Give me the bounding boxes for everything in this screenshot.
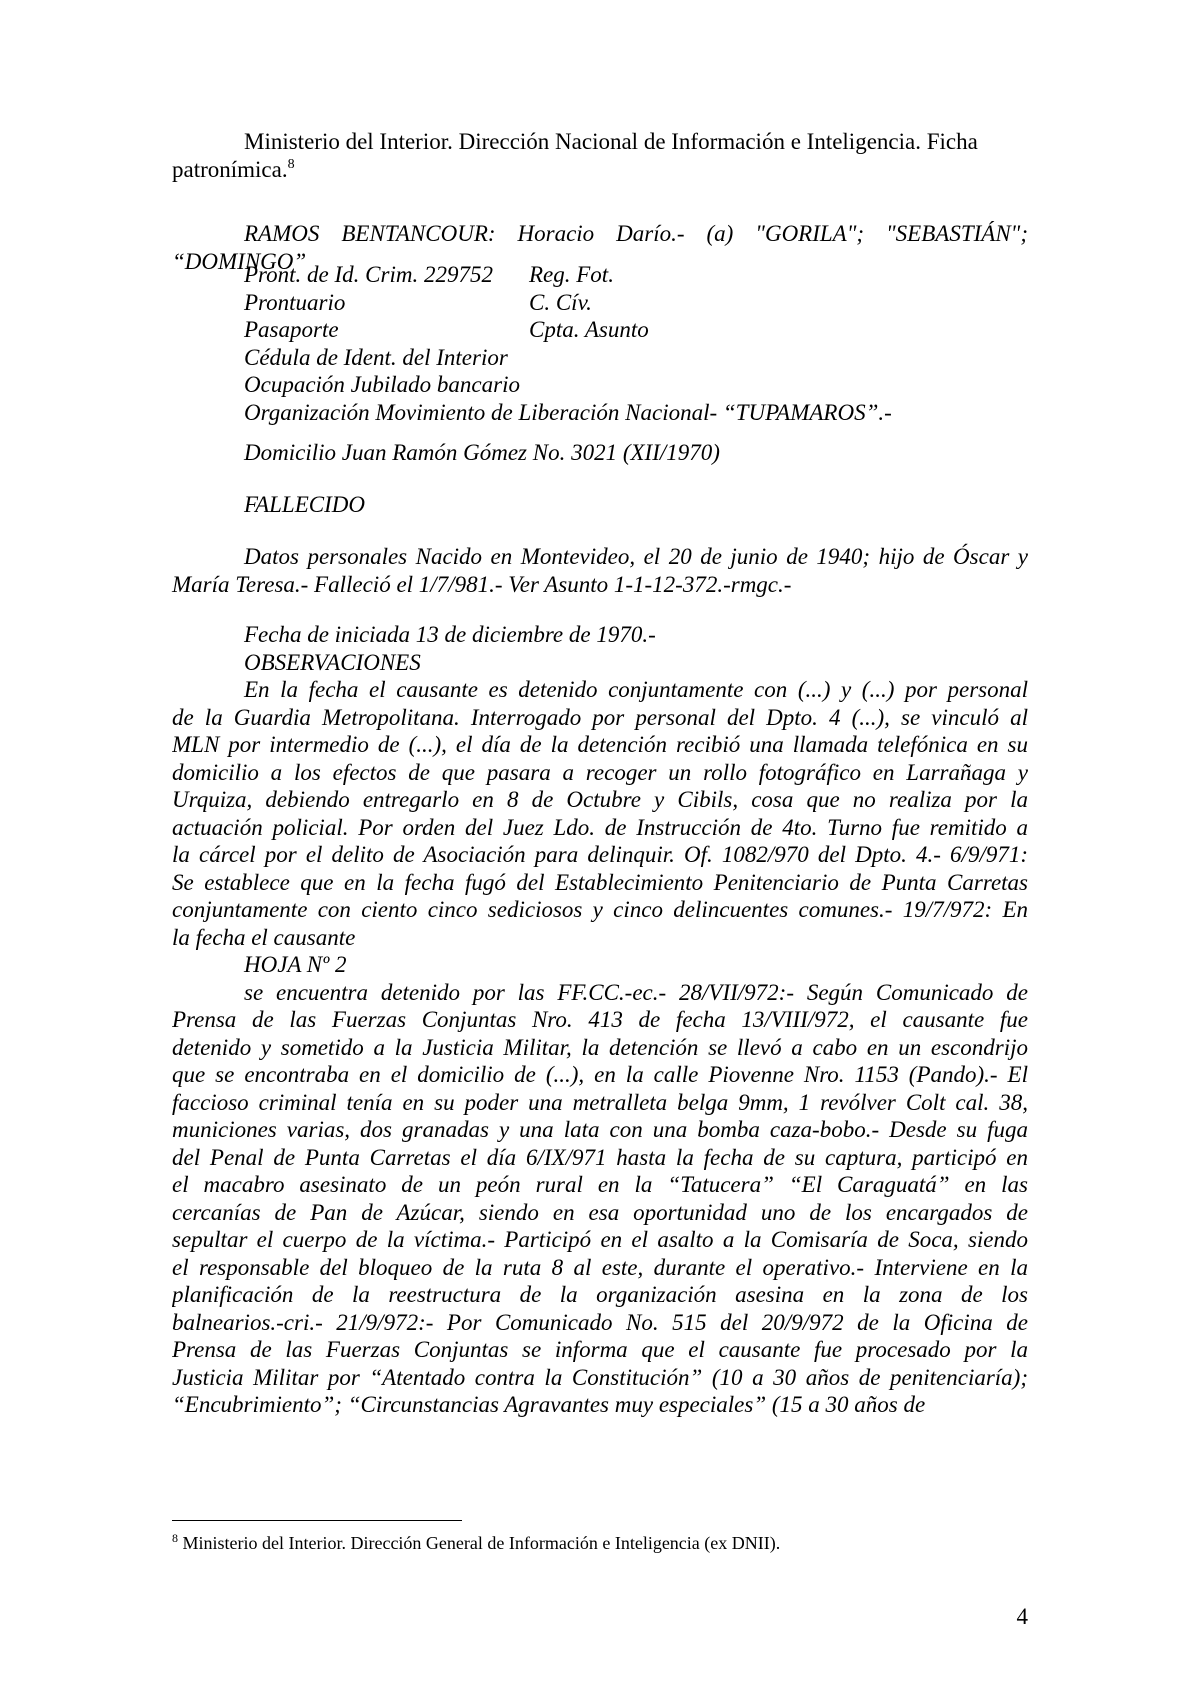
text-line: del Penal de Punta Carretas el día 6/IX/971 hasta la fecha de su captura, participó en [172, 1144, 1028, 1170]
footnote-number: 8 [172, 1531, 178, 1545]
text-line: cercanías de Pan de Azúcar, siendo en esa oportunidad uno de los encargados de [172, 1199, 1028, 1225]
header-line-2-text: patronímica. [172, 156, 288, 182]
fecha-iniciada: Fecha de iniciada 13 de diciembre de 1970.- [244, 622, 656, 647]
field-right-value: Reg. Fot. [529, 262, 614, 287]
observaciones-heading: OBSERVACIONES [244, 649, 421, 675]
text-line: Prensa de las Fuerzas Conjuntas Nro. 413 de fecha 13/VIII/972, el causante fue [172, 1007, 1028, 1032]
datos-line-2: María Teresa.- Falleció el 1/7/981.- Ver Asunto 1-1-12-372.-rmgc.- [172, 571, 792, 597]
page-number: 4 [1016, 1604, 1028, 1629]
record-observaciones [172, 621, 1028, 1419]
text-line: Justicia Militar por “Atentado contra la Constitución” (10 a 30 años de penitenciaría); [172, 1364, 1028, 1390]
text-line: faccioso criminal tenía en su poder una metralleta belga 9mm, 1 revólver Colt cal. 38, [172, 1089, 1028, 1115]
text-line: la fecha el causante [172, 924, 356, 950]
text-line: actuación policial. Por orden del Juez Ldo. de Instrucción de 4to. Turno fue remitido a [172, 814, 1028, 840]
field-row [172, 316, 1028, 344]
footnote-reference: 8 [287, 156, 295, 172]
text-line: “Encubrimiento”; “Circunstancias Agravantes muy especiales” (15 a 30 años de [172, 1392, 926, 1417]
text-line: se encuentra detenido por las FF.CC.-ec.- 28/VII/972:- Según Comunicado de [244, 979, 1028, 1005]
field-label: Cédula de Ident. del Interior [244, 344, 508, 370]
text-line: Prensa de las Fuerzas Conjuntas se informa que el causante fue procesado por la [172, 1337, 1028, 1362]
hoja-label: HOJA Nº 2 [244, 952, 347, 977]
text-line: Urquiza, debiendo entregarlo en 8 de Octubre y Cibils, cosa que no realiza por la [172, 787, 1028, 812]
text-line: balnearios.-cri.- 21/9/972:- Por Comunicado No. 515 del 20/9/972 de la Oficina de [172, 1309, 1028, 1335]
record-datos-personales [172, 543, 1028, 598]
text-line: que se encontraba en el domicilio de (...), en la calle Piovenne Nro. 1153 (Pando).- El [172, 1062, 1028, 1087]
footnote [172, 1532, 780, 1554]
datos-line-1: Datos personales Nacido en Montevideo, el 20 de junio de 1940; hijo de Óscar y [244, 544, 1028, 569]
field-row [172, 399, 1028, 427]
field-label: Organización Movimiento de Liberación Nacional- “TUPAMAROS”.- [244, 399, 892, 425]
text-line: En la fecha el causante es detenido conjuntamente con (...) y (...) por personal [244, 677, 1028, 702]
text-line: domicilio a los efectos de que pasara a recoger un rollo fotográfico en Larrañaga y [172, 759, 1028, 785]
record-domicilio [172, 439, 1028, 467]
header-line-2 [172, 156, 1028, 184]
field-label: Pasaporte [244, 317, 339, 342]
domicilio-line: Domicilio Juan Ramón Gómez No. 3021 (XII/1970) [244, 440, 720, 465]
text-line: Se establece que en la fecha fugó del Establecimiento Penitenciario de Punta Carretas [172, 869, 1028, 895]
field-row [172, 289, 1028, 317]
field-label: Ocupación Jubilado bancario [244, 372, 520, 397]
field-right-value: C. Cív. [529, 289, 592, 315]
document-header [172, 128, 1028, 183]
text-line: sepultar el cuerpo de la víctima.- Participó en el asalto a la Comisaría de Soca, siendo [172, 1227, 1028, 1252]
text-line: planificación de la reestructura de la organización asesina en la zona de los [172, 1282, 1028, 1307]
name-line-2: “DOMINGO” [172, 248, 307, 274]
footnote-text: Ministerio del Interior. Dirección General de Información e Inteligencia (ex DNII). [182, 1533, 781, 1553]
field-label: Prontuario [244, 289, 346, 315]
record-status [172, 491, 1028, 519]
text-line: el macabro asesinato de un peón rural en la “Tatucera” “El Caraguatá” en las [172, 1172, 1028, 1197]
text-line: MLN por intermedio de (...), el día de la detención recibió una llamada telefónica en su [172, 732, 1028, 757]
observaciones-paragraph [172, 676, 1028, 951]
footnote-divider [172, 1520, 462, 1521]
text-line: el responsable del bloqueo de la ruta 8 al este, durante el operativo.- Interviene en la [172, 1254, 1028, 1280]
text-line: conjuntamente con ciento cinco sediciosos y cinco delincuentes comunes.- 19/7/972: En [172, 897, 1028, 922]
field-label: Pront. de Id. Crim. 229752 [244, 262, 493, 287]
field-row [172, 261, 1028, 289]
record-fields [172, 261, 1028, 426]
text-line: la cárcel por el delito de Asociación para delinquir. Of. 1082/970 del Dpto. 4.- 6/9/971: [172, 842, 1028, 867]
header-line-1: Ministerio del Interior. Dirección Nacional de Información e Inteligencia. Ficha [244, 129, 978, 154]
field-row [172, 371, 1028, 399]
name-line-1: RAMOS BENTANCOUR: Horacio Darío.- (a) "GORILA"; "SEBASTIÁN"; [244, 221, 1028, 246]
status-fallecido: FALLECIDO [244, 492, 365, 517]
text-line: municiones varias, dos granadas y una lata con una bomba caza-bobo.- Desde su fuga [172, 1117, 1028, 1142]
text-line: detenido y sometido a la Justicia Militar, la detención se llevó a cabo en un escondrijo [172, 1034, 1028, 1060]
text-line: de la Guardia Metropolitana. Interrogado por personal del Dpto. 4 (...), se vinculó al [172, 704, 1028, 730]
field-row [172, 344, 1028, 372]
field-right-value: Cpta. Asunto [529, 317, 649, 342]
hoja-2-paragraph [172, 979, 1028, 1419]
